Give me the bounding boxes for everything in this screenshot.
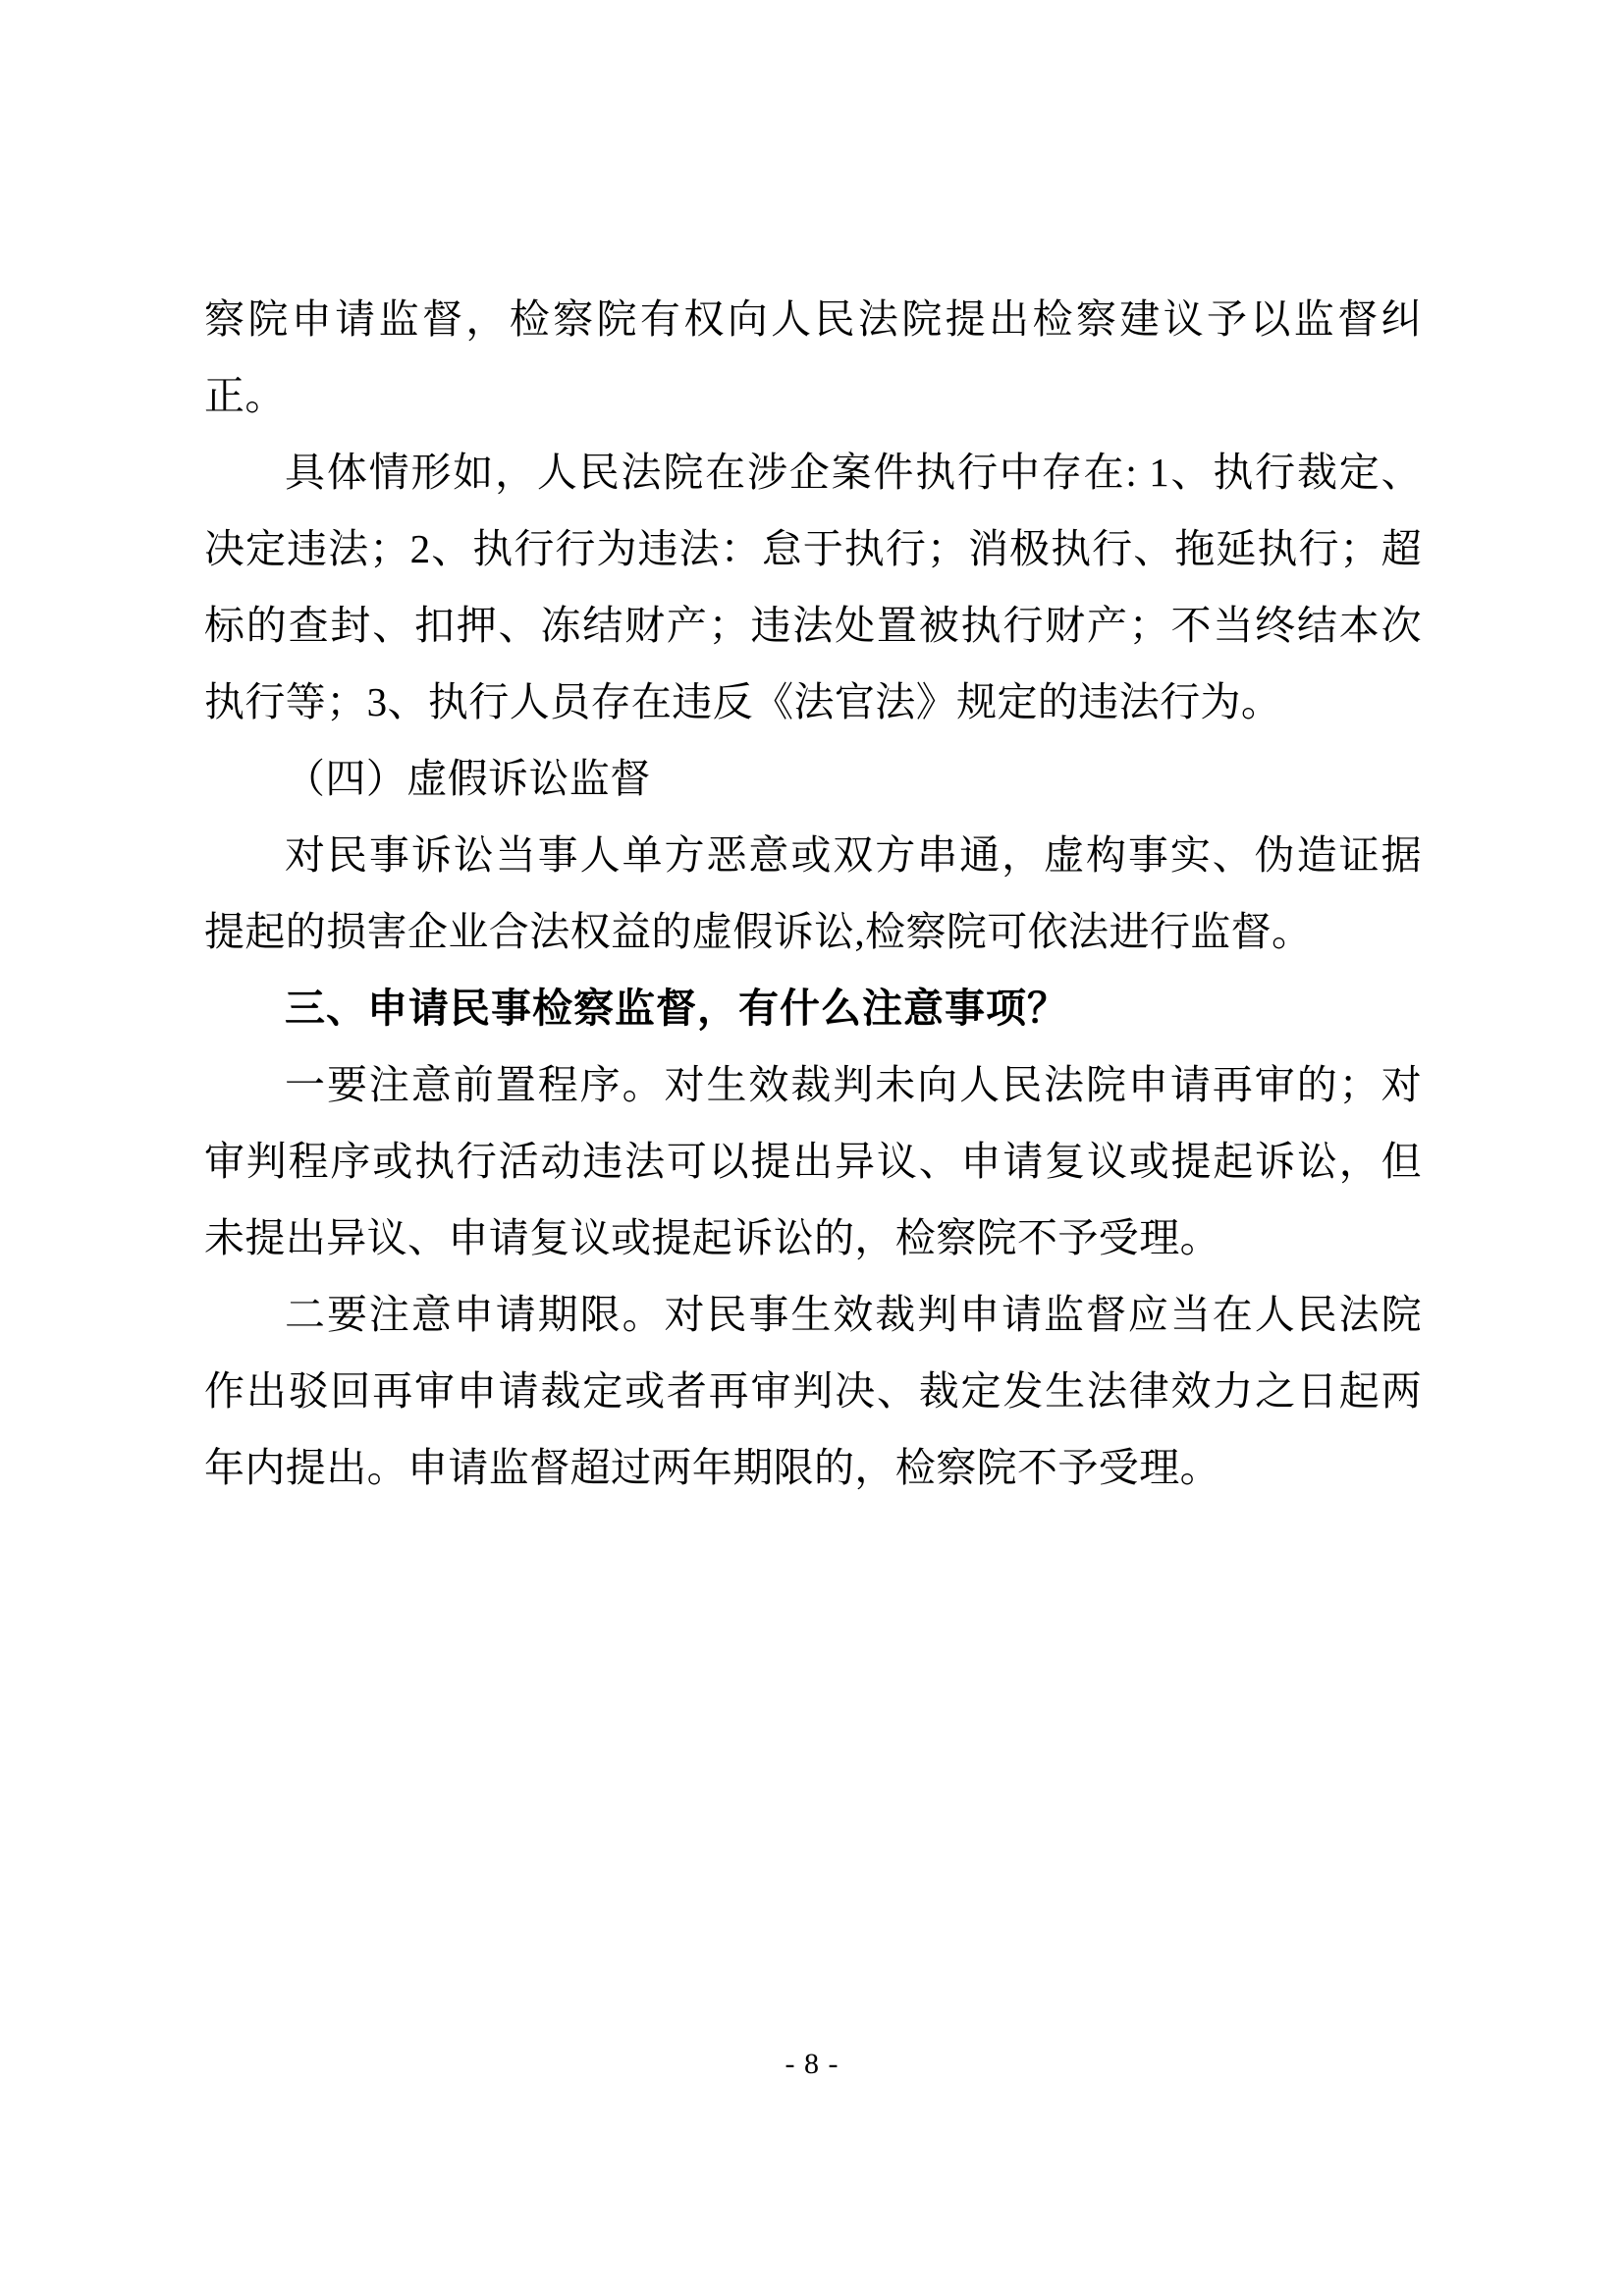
page-number: - 8 - [785,2048,839,2080]
paragraph-specific-situations: 具体情形如，人民法院在涉企案件执行中存在: 1、执行裁定、决定违法；2、执行行为违法：怠于执行；消极执行、拖延执行；超标的查封、扣押、冻结财产；违法处置被执行财产；不当终结本次执行等；3、执行人员存在违反《法官法》规定的违法行为。 [204,450,1422,724]
paragraph-first-note: 一要注意前置程序。对生效裁判未向人民法院申请再审的；对审判程序或执行活动违法可以提出异议、申请复议或提起诉讼，但未提出异议、申请复议或提起诉讼的，检察院不予受理。 [204,1062,1422,1260]
subheading-false-litigation-supervision: （四）虚假诉讼监督 [285,756,651,801]
paragraph-second-note: 二要注意申请期限。对民事生效裁判申请监督应当在人民法院作出驳回再审申请裁定或者再审判决、裁定发生法律效力之日起两年内提出。申请监督超过两年期限的，检察院不予受理。 [204,1292,1422,1490]
document-body [204,281,1422,1506]
paragraph-continuation: 察院申请监督，检察院有权向人民法院提出检察建议予以监督纠正。 [204,296,1422,418]
heading-section-three: 三、申请民事检察监督，有什么注意事项？ [285,986,1068,1031]
paragraph-false-litigation: 对民事诉讼当事人单方恶意或双方串通，虚构事实、伪造证据提起的损害企业合法权益的虚假诉讼,检察院可依法进行监督。 [204,832,1422,954]
